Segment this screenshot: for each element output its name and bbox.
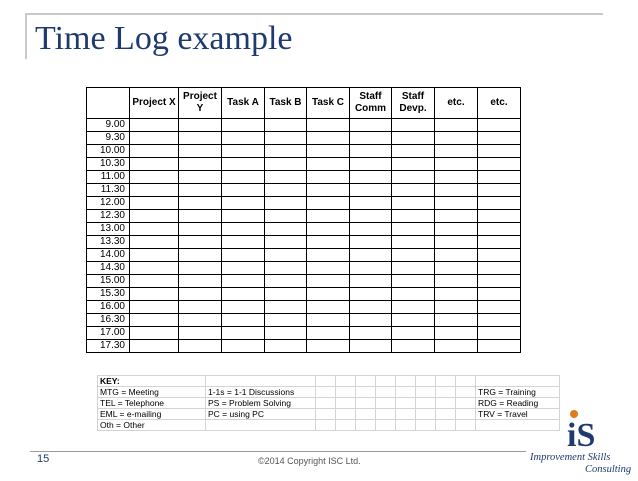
key-entry: 1-1s = 1-1 Discussions (206, 387, 316, 398)
log-cell (478, 210, 521, 223)
log-cell (222, 132, 265, 145)
log-cell (435, 340, 478, 353)
log-cell (179, 184, 222, 197)
log-cell (179, 301, 222, 314)
log-cell (222, 223, 265, 236)
log-cell (478, 132, 521, 145)
log-cell (179, 119, 222, 132)
log-cell (392, 171, 435, 184)
log-cell (435, 171, 478, 184)
log-cell (265, 223, 307, 236)
log-cell (350, 340, 392, 353)
time-cell: 11.00 (87, 171, 130, 184)
log-cell (435, 275, 478, 288)
log-cell (179, 249, 222, 262)
log-cell (478, 314, 521, 327)
log-cell (222, 327, 265, 340)
key-empty-cell (456, 409, 476, 420)
log-cell (307, 223, 350, 236)
key-empty-cell (376, 420, 396, 431)
log-cell (307, 236, 350, 249)
log-cell (435, 223, 478, 236)
table-row (87, 236, 521, 249)
key-entry: PS = Problem Solving (206, 398, 316, 409)
header-cell: Task B (265, 88, 307, 119)
table-row (87, 301, 521, 314)
log-cell (392, 184, 435, 197)
log-cell (392, 314, 435, 327)
copyright: ©2014 Copyright ISC Ltd. (258, 456, 361, 466)
key-empty-cell (396, 409, 416, 420)
log-cell (265, 288, 307, 301)
log-cell (179, 275, 222, 288)
log-cell (222, 236, 265, 249)
table-row (87, 119, 521, 132)
key-empty-cell (416, 420, 436, 431)
log-cell (350, 275, 392, 288)
log-cell (478, 288, 521, 301)
log-cell (350, 184, 392, 197)
log-cell (130, 327, 179, 340)
log-cell (222, 158, 265, 171)
log-cell (350, 327, 392, 340)
log-cell (265, 301, 307, 314)
log-cell (478, 197, 521, 210)
log-cell (478, 158, 521, 171)
log-cell (478, 119, 521, 132)
log-cell (179, 145, 222, 158)
log-cell (392, 288, 435, 301)
key-row (98, 420, 560, 431)
log-cell (435, 145, 478, 158)
log-cell (130, 184, 179, 197)
log-cell (478, 301, 521, 314)
key-entry: Oth = Other (98, 420, 206, 431)
logo-line1: Improvement Skills (530, 452, 611, 463)
time-cell: 11.30 (87, 184, 130, 197)
key-empty-cell (316, 420, 336, 431)
log-cell (265, 184, 307, 197)
log-cell (307, 132, 350, 145)
time-log-table (86, 87, 521, 353)
log-cell (179, 158, 222, 171)
log-cell (478, 340, 521, 353)
log-cell (350, 223, 392, 236)
time-cell: 10.30 (87, 158, 130, 171)
table-row (87, 158, 521, 171)
log-cell (222, 301, 265, 314)
log-cell (265, 119, 307, 132)
logo-line2: Consulting (585, 464, 632, 475)
key-empty-cell (336, 409, 356, 420)
log-cell (392, 223, 435, 236)
table-row (87, 132, 521, 145)
log-cell (179, 223, 222, 236)
time-cell: 17.30 (87, 340, 130, 353)
log-cell (130, 301, 179, 314)
log-cell (392, 158, 435, 171)
log-cell (130, 249, 179, 262)
log-cell (222, 288, 265, 301)
log-cell (350, 119, 392, 132)
key-row (98, 409, 560, 420)
log-cell (222, 249, 265, 262)
log-cell (307, 340, 350, 353)
log-cell (179, 327, 222, 340)
log-cell (222, 340, 265, 353)
key-empty-cell (316, 398, 336, 409)
log-cell (179, 340, 222, 353)
log-cell (392, 249, 435, 262)
key-empty-cell (416, 387, 436, 398)
log-cell (265, 158, 307, 171)
header-cell: Staff Comm (350, 88, 392, 119)
log-cell (478, 275, 521, 288)
log-cell (130, 275, 179, 288)
log-cell (435, 210, 478, 223)
log-cell (435, 197, 478, 210)
page-number: 15 (37, 453, 50, 465)
key-empty-cell (456, 420, 476, 431)
log-cell (392, 210, 435, 223)
log-cell (307, 119, 350, 132)
log-cell (307, 210, 350, 223)
log-cell (265, 197, 307, 210)
log-cell (435, 249, 478, 262)
log-cell (265, 210, 307, 223)
log-cell (392, 119, 435, 132)
log-cell (222, 210, 265, 223)
log-cell (435, 288, 478, 301)
table-row (87, 184, 521, 197)
log-cell (392, 197, 435, 210)
key-empty-cell (316, 387, 336, 398)
log-cell (179, 262, 222, 275)
key-empty-cell (436, 409, 456, 420)
log-cell (222, 145, 265, 158)
log-cell (350, 145, 392, 158)
table-row (87, 249, 521, 262)
table-row (87, 340, 521, 353)
top-rule (25, 13, 603, 15)
header-cell (87, 88, 130, 119)
header-cell: Task A (222, 88, 265, 119)
log-cell (307, 197, 350, 210)
log-cell (179, 132, 222, 145)
time-cell: 13.30 (87, 236, 130, 249)
key-empty-cell (356, 398, 376, 409)
log-cell (307, 262, 350, 275)
key-entry: PC = using PC (206, 409, 316, 420)
log-cell (392, 301, 435, 314)
log-cell (222, 197, 265, 210)
key-empty-cell (436, 387, 456, 398)
log-cell (130, 314, 179, 327)
log-cell (179, 171, 222, 184)
key-empty-cell (376, 409, 396, 420)
key-empty-cell (356, 409, 376, 420)
log-cell (222, 184, 265, 197)
header-cell: Project Y (179, 88, 222, 119)
key-entry: TRG = Training (476, 387, 560, 398)
log-cell (392, 275, 435, 288)
log-cell (478, 327, 521, 340)
key-empty-cell (436, 420, 456, 431)
log-cell (130, 119, 179, 132)
log-cell (307, 184, 350, 197)
log-cell (307, 327, 350, 340)
key-empty-cell (416, 398, 436, 409)
log-cell (435, 184, 478, 197)
log-cell (179, 210, 222, 223)
log-cell (435, 132, 478, 145)
log-cell (265, 145, 307, 158)
log-cell (350, 314, 392, 327)
log-cell (392, 132, 435, 145)
log-cell (478, 236, 521, 249)
table-row (87, 262, 521, 275)
log-cell (265, 314, 307, 327)
header-cell: Project X (130, 88, 179, 119)
time-cell: 16.30 (87, 314, 130, 327)
time-cell: 16.00 (87, 301, 130, 314)
table-row (87, 314, 521, 327)
header-cell: etc. (435, 88, 478, 119)
logo-letters: iS (567, 417, 596, 454)
key-entry: RDG = Reading (476, 398, 560, 409)
log-cell (307, 288, 350, 301)
header-cell: Task C (307, 88, 350, 119)
log-cell (265, 132, 307, 145)
key-empty-cell (336, 398, 356, 409)
key-empty-cell (376, 398, 396, 409)
log-cell (435, 262, 478, 275)
key-empty-cell (356, 387, 376, 398)
log-cell (478, 249, 521, 262)
table-row (87, 145, 521, 158)
key-empty-cell (316, 409, 336, 420)
log-cell (435, 301, 478, 314)
log-cell (392, 340, 435, 353)
key-empty-cell (396, 387, 416, 398)
log-cell (435, 158, 478, 171)
log-cell (179, 197, 222, 210)
time-cell: 17.00 (87, 327, 130, 340)
table-row (87, 210, 521, 223)
log-cell (350, 171, 392, 184)
table-row (87, 223, 521, 236)
log-cell (435, 327, 478, 340)
log-cell (265, 171, 307, 184)
slide-title: Time Log example (35, 20, 293, 57)
log-cell (307, 314, 350, 327)
log-cell (478, 262, 521, 275)
log-cell (478, 171, 521, 184)
log-cell (350, 301, 392, 314)
time-cell: 14.00 (87, 249, 130, 262)
log-cell (435, 119, 478, 132)
log-cell (130, 262, 179, 275)
bottom-rule (30, 451, 526, 452)
log-cell (307, 275, 350, 288)
log-cell (392, 262, 435, 275)
log-cell (265, 275, 307, 288)
log-cell (350, 262, 392, 275)
log-cell (222, 262, 265, 275)
time-cell: 10.00 (87, 145, 130, 158)
time-cell: 15.00 (87, 275, 130, 288)
table-row (87, 327, 521, 340)
key-entry (206, 420, 316, 431)
log-cell (130, 171, 179, 184)
log-cell (130, 210, 179, 223)
log-cell (179, 288, 222, 301)
log-cell (350, 132, 392, 145)
table-row (87, 275, 521, 288)
time-cell: 15.30 (87, 288, 130, 301)
key-entry: TRV = Travel (476, 409, 560, 420)
table-row (87, 197, 521, 210)
key-empty-cell (396, 398, 416, 409)
log-cell (130, 197, 179, 210)
log-cell (392, 236, 435, 249)
log-cell (392, 145, 435, 158)
log-cell (307, 171, 350, 184)
key-label: KEY: (98, 376, 206, 387)
time-cell: 13.00 (87, 223, 130, 236)
log-cell (350, 158, 392, 171)
log-cell (130, 223, 179, 236)
time-cell: 9.30 (87, 132, 130, 145)
log-cell (265, 249, 307, 262)
log-cell (350, 288, 392, 301)
log-cell (265, 327, 307, 340)
log-cell (179, 236, 222, 249)
log-cell (350, 210, 392, 223)
log-cell (392, 327, 435, 340)
log-cell (130, 158, 179, 171)
key-empty-cell (456, 387, 476, 398)
log-cell (222, 171, 265, 184)
logo-graphic (527, 408, 637, 476)
key-empty-cell (336, 387, 356, 398)
left-rule (25, 13, 27, 59)
log-cell (222, 119, 265, 132)
log-cell (307, 145, 350, 158)
log-cell (478, 184, 521, 197)
company-logo (527, 408, 637, 476)
log-cell (350, 236, 392, 249)
log-cell (350, 249, 392, 262)
log-cell (307, 301, 350, 314)
key-entry: EML = e-mailing (98, 409, 206, 420)
log-cell (222, 275, 265, 288)
log-cell (307, 158, 350, 171)
log-cell (130, 340, 179, 353)
key-empty-cell (456, 398, 476, 409)
header-row (87, 88, 521, 119)
table-row (87, 171, 521, 184)
time-cell: 14.30 (87, 262, 130, 275)
log-cell (265, 236, 307, 249)
log-cell (478, 223, 521, 236)
log-cell (478, 145, 521, 158)
key-row (98, 398, 560, 409)
time-cell: 9.00 (87, 119, 130, 132)
key-empty-cell (376, 387, 396, 398)
log-cell (179, 314, 222, 327)
header-cell: etc. (478, 88, 521, 119)
log-cell (307, 249, 350, 262)
key-table (97, 375, 560, 431)
key-empty-cell (436, 398, 456, 409)
log-cell (350, 197, 392, 210)
key-empty-cell (336, 420, 356, 431)
log-cell (222, 314, 265, 327)
header-cell: Staff Devp. (392, 88, 435, 119)
log-cell (435, 236, 478, 249)
log-cell (130, 288, 179, 301)
key-header-row (98, 376, 560, 387)
log-cell (435, 314, 478, 327)
key-row (98, 387, 560, 398)
key-empty-cell (416, 409, 436, 420)
log-cell (130, 132, 179, 145)
log-cell (265, 340, 307, 353)
time-cell: 12.00 (87, 197, 130, 210)
log-cell (265, 262, 307, 275)
log-cell (130, 145, 179, 158)
key-empty-cell (396, 420, 416, 431)
log-cell (130, 236, 179, 249)
time-cell: 12.30 (87, 210, 130, 223)
table-row (87, 288, 521, 301)
key-entry: TEL = Telephone (98, 398, 206, 409)
key-empty-cell (356, 420, 376, 431)
key-entry: MTG = Meeting (98, 387, 206, 398)
